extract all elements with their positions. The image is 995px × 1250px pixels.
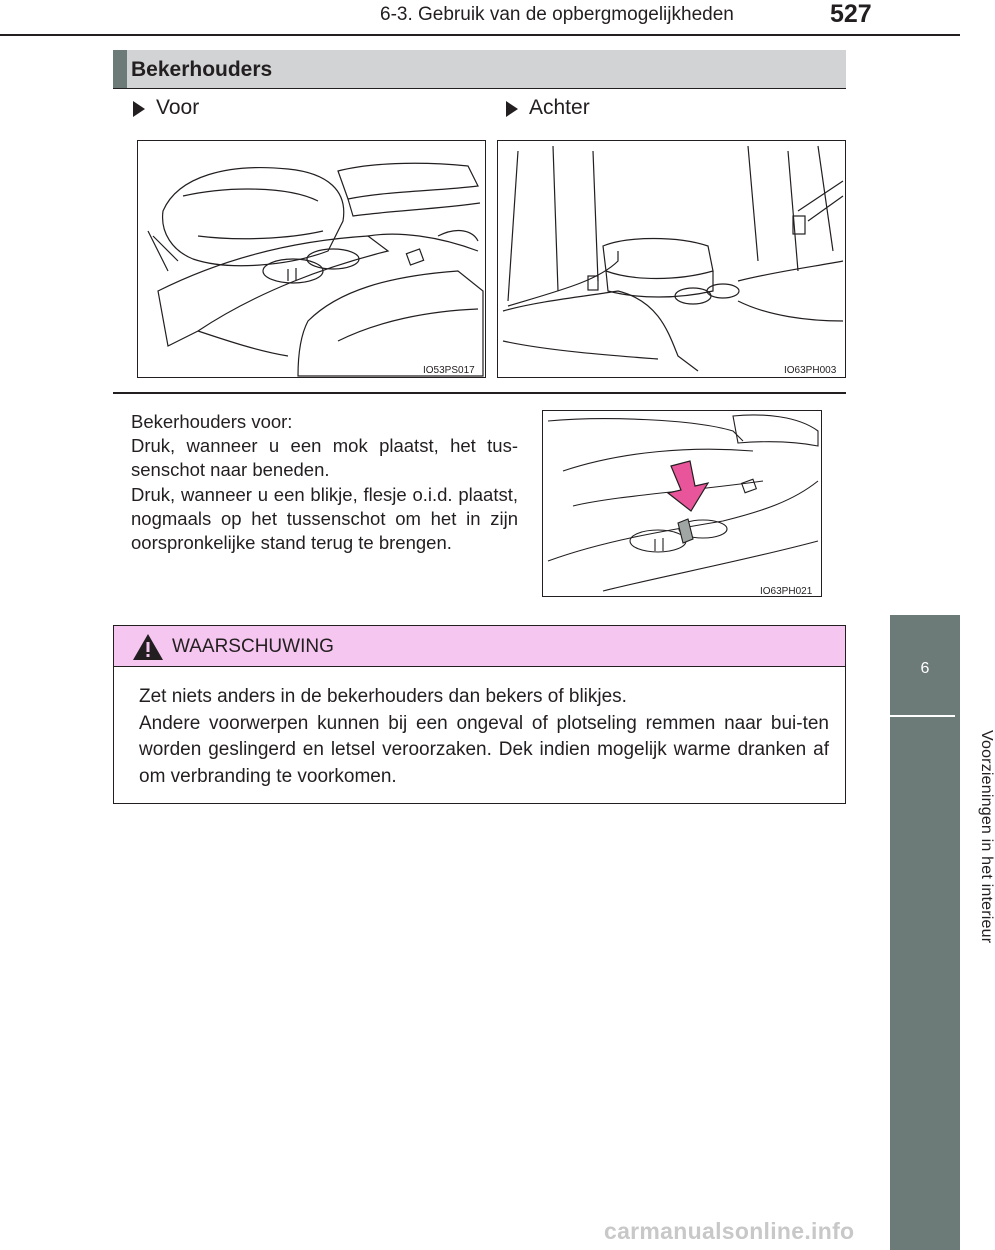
- watermark: carmanualsonline.info: [604, 1218, 855, 1244]
- rear-cupholder-illustration: [497, 140, 846, 378]
- front-label: Voor: [156, 96, 200, 119]
- figure-rule: [113, 392, 846, 394]
- cupholder-divider-illustration: [542, 410, 822, 597]
- chapter-tab-divider: [890, 715, 960, 717]
- rear-label: Achter: [529, 96, 590, 119]
- warning-paragraph: Andere voorwerpen kunnen bij een ongeval of plotseling remmen naar bui-ten worden geslingerd en letsel veroorzaken. Dek indien mogelijk warme dranken af om verbranding te voorkomen.: [139, 712, 829, 787]
- triangle-bullet-icon: [506, 101, 518, 117]
- front-figure-code: IO53PS017: [423, 365, 475, 376]
- warning-triangle-icon: [131, 632, 165, 667]
- cupholder-divider-drawing: [543, 411, 820, 595]
- warning-text: [139, 684, 829, 790]
- chapter-edge: [955, 715, 960, 1250]
- front-cupholder-drawing: [138, 141, 484, 376]
- instruction-paragraph-2: Druk, wanneer u een blikje, flesje o.i.d. plaatst, nogmaals op het tussenschot om het in zijn oorspronkelijke stand terug te brengen.: [131, 483, 518, 554]
- header-rule: [0, 34, 960, 36]
- front-cupholder-illustration: [137, 140, 486, 378]
- chapter-label: Voorzieningen in het interieur: [978, 730, 995, 944]
- triangle-bullet-icon: [133, 101, 145, 117]
- running-header-title: 6-3. Gebruik van de opbergmogelijkheden: [380, 4, 734, 25]
- warning-line-1: Zet niets anders in de bekerhouders dan bekers of blikjes.: [139, 686, 627, 707]
- instruction-paragraph-1: Druk, wanneer u een mok plaatst, het tus-senschot naar beneden.: [131, 435, 518, 481]
- instruction-text: [131, 410, 518, 555]
- press-down-arrow-icon: [668, 461, 708, 511]
- page-number: 527: [830, 0, 872, 28]
- section-heading: Bekerhouders: [131, 58, 273, 81]
- rear-figure-code: IO63PH003: [784, 365, 837, 376]
- detail-figure-code: IO63PH021: [760, 586, 813, 597]
- instruction-heading: Bekerhouders voor:: [131, 411, 293, 432]
- chapter-number: 6: [920, 660, 930, 677]
- section-heading-rule: [113, 88, 846, 89]
- rear-cupholder-drawing: [498, 141, 844, 376]
- warning-title: WAARSCHUWING: [172, 636, 334, 657]
